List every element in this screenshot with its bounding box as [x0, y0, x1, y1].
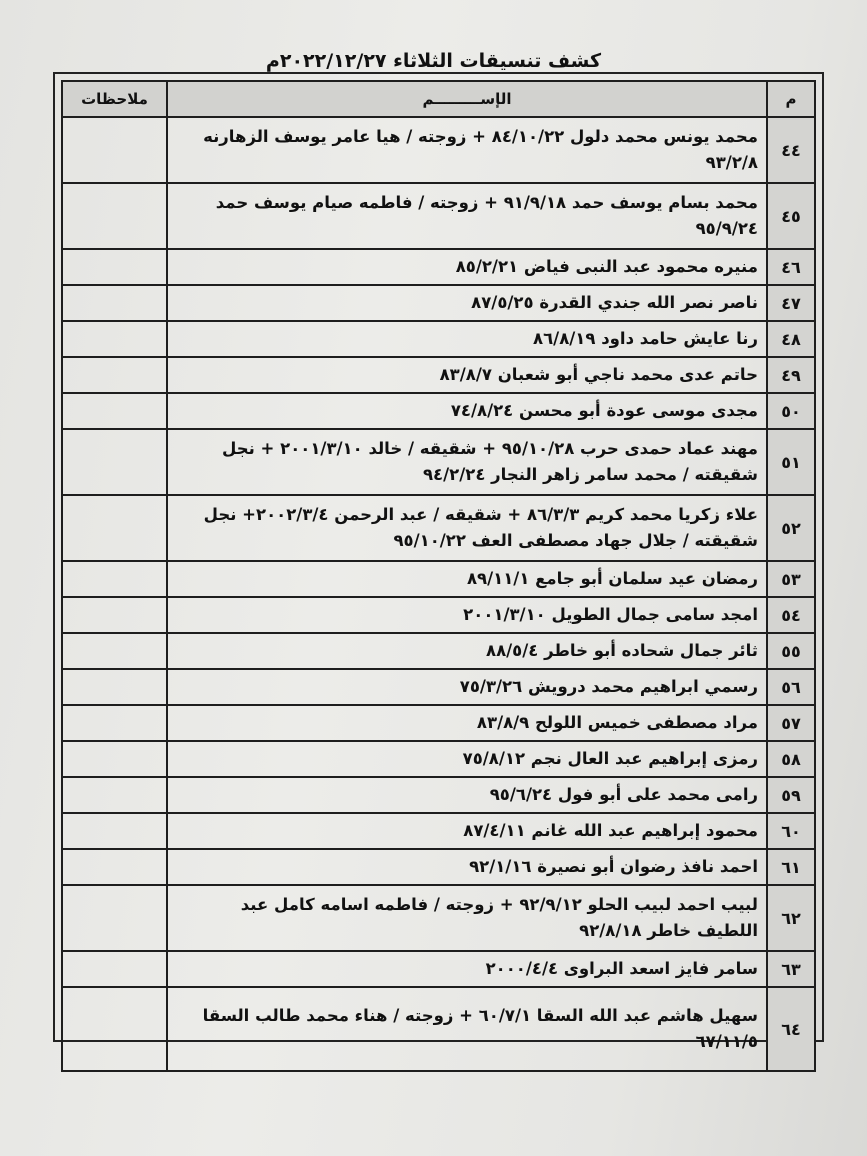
row-number: ٦٠ [767, 813, 815, 849]
row-name: مجدى موسى عودة أبو محسن ٧٤/٨/٢٤ [167, 393, 767, 429]
table-row [62, 669, 815, 705]
table-row [62, 951, 815, 987]
row-name: لبيب احمد لبيب الحلو ٩٢/٩/١٢ + زوجته / فاطمه اسامه كامل عبد اللطيف خاطر ٩٢/٨/١٨ [167, 885, 767, 951]
row-notes [62, 813, 167, 849]
table-row [62, 741, 815, 777]
row-name: محمود إبراهيم عبد الله غانم ٨٧/٤/١١ [167, 813, 767, 849]
table-row [62, 849, 815, 885]
row-name: محمد يونس محمد دلول ٨٤/١٠/٢٢ + زوجته / هيا عامر يوسف الزهارنه ٩٣/٢/٨ [167, 117, 767, 183]
row-notes [62, 285, 167, 321]
header-name: الإســـــــــم [167, 81, 767, 117]
row-notes [62, 741, 167, 777]
row-notes [62, 249, 167, 285]
table-header-row [62, 81, 815, 117]
row-number: ٥٦ [767, 669, 815, 705]
row-name: علاء زكريا محمد كريم ٨٦/٣/٣ + شقيقه / عبد الرحمن ٢٠٠٢/٣/٤+ نجل شقيقته / جلال جهاد مصطفى العف ٩٥/١٠/٢٢ [167, 495, 767, 561]
row-name: منيره محمود عبد النبى فياض ٨٥/٢/٢١ [167, 249, 767, 285]
table-body [62, 117, 815, 1071]
table-row [62, 705, 815, 741]
table-row [62, 495, 815, 561]
row-notes [62, 633, 167, 669]
table-row [62, 117, 815, 183]
names-table [61, 80, 816, 1072]
table-row [62, 633, 815, 669]
row-number: ٤٩ [767, 357, 815, 393]
table-row [62, 183, 815, 249]
row-number: ٥٧ [767, 705, 815, 741]
table-row [62, 885, 815, 951]
row-name: سامر فايز اسعد البراوى ٢٠٠٠/٤/٤ [167, 951, 767, 987]
row-number: ٤٤ [767, 117, 815, 183]
table-row [62, 393, 815, 429]
table-row [62, 357, 815, 393]
row-notes [62, 321, 167, 357]
row-number: ٥٩ [767, 777, 815, 813]
row-notes [62, 357, 167, 393]
table-row [62, 813, 815, 849]
row-number: ٦٣ [767, 951, 815, 987]
row-notes [62, 669, 167, 705]
row-notes [62, 117, 167, 183]
row-name: رامى محمد على أبو فول ٩٥/٦/٢٤ [167, 777, 767, 813]
row-name: احمد نافذ رضوان أبو نصيرة ٩٢/١/١٦ [167, 849, 767, 885]
row-name: مهند عماد حمدى حرب ٩٥/١٠/٢٨ + شقيقه / خالد ٢٠٠١/٣/١٠ + نجل شقيقته / محمد سامر زاهر النجار ٩٤/٢/٢٤ [167, 429, 767, 495]
row-number: ٦١ [767, 849, 815, 885]
table-row [62, 561, 815, 597]
table-row [62, 987, 815, 1071]
row-notes [62, 951, 167, 987]
row-notes [62, 561, 167, 597]
row-number: ٥١ [767, 429, 815, 495]
row-notes [62, 429, 167, 495]
header-notes: ملاحظات [62, 81, 167, 117]
row-name: سهيل هاشم عبد الله السقا ٦٠/٧/١ + زوجته / هناء محمد طالب السقا ٦٧/١١/٥ [167, 987, 767, 1071]
row-notes [62, 597, 167, 633]
row-name: ثائر جمال شحاده أبو خاطر ٨٨/٥/٤ [167, 633, 767, 669]
row-name: رنا عايش حامد داود ٨٦/٨/١٩ [167, 321, 767, 357]
row-notes [62, 183, 167, 249]
row-name: رمضان عيد سلمان أبو جامع ٨٩/١١/١ [167, 561, 767, 597]
row-number: ٥٤ [767, 597, 815, 633]
row-number: ٤٦ [767, 249, 815, 285]
row-number: ٥٣ [767, 561, 815, 597]
row-notes [62, 393, 167, 429]
row-number: ٥٢ [767, 495, 815, 561]
table-frame [53, 72, 824, 1051]
row-number: ٤٨ [767, 321, 815, 357]
row-name: رسمي ابراهيم محمد درويش ٧٥/٣/٢٦ [167, 669, 767, 705]
row-number: ٤٥ [767, 183, 815, 249]
page-title: كشف تنسيقات الثلاثاء ٢٠٢٢/١٢/٢٧م [265, 50, 602, 72]
row-number: ٥٥ [767, 633, 815, 669]
row-name: امجد سامى جمال الطويل ٢٠٠١/٣/١٠ [167, 597, 767, 633]
row-notes [62, 495, 167, 561]
row-notes [62, 849, 167, 885]
row-name: حاتم عدى محمد ناجي أبو شعبان ٨٣/٨/٧ [167, 357, 767, 393]
table-row [62, 777, 815, 813]
row-notes [62, 987, 167, 1071]
row-number: ٦٤ [767, 987, 815, 1071]
row-name: محمد بسام يوسف حمد ٩١/٩/١٨ + زوجته / فاطمه صيام يوسف حمد ٩٥/٩/٢٤ [167, 183, 767, 249]
row-notes [62, 777, 167, 813]
row-number: ٦٢ [767, 885, 815, 951]
row-name: مراد مصطفى خميس اللولح ٨٣/٨/٩ [167, 705, 767, 741]
header-number: م [767, 81, 815, 117]
row-name: ناصر نصر الله جندي القدرة ٨٧/٥/٢٥ [167, 285, 767, 321]
row-name: رمزى إبراهيم عبد العال نجم ٧٥/٨/١٢ [167, 741, 767, 777]
table-row [62, 249, 815, 285]
row-notes [62, 705, 167, 741]
row-number: ٥٠ [767, 393, 815, 429]
table-row [62, 285, 815, 321]
row-number: ٤٧ [767, 285, 815, 321]
row-notes [62, 885, 167, 951]
row-number: ٥٨ [767, 741, 815, 777]
table-row [62, 429, 815, 495]
table-row [62, 321, 815, 357]
table-row [62, 597, 815, 633]
